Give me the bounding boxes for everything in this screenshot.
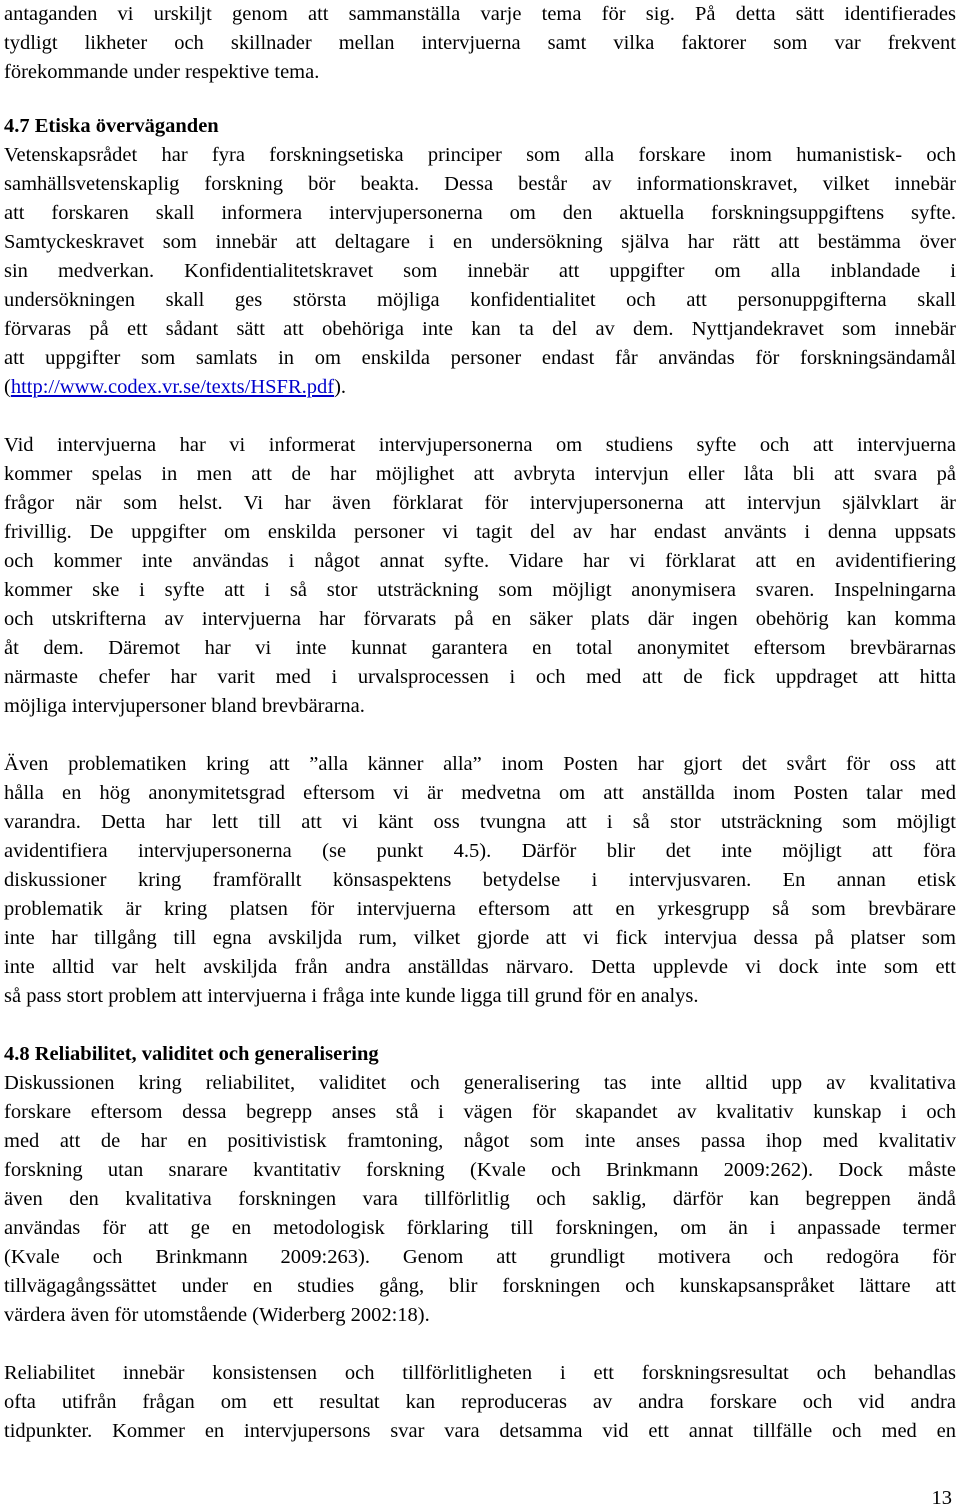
paragraph-line: inte har tillgång till egna avskiljda rum, vilket gjorde att vi fick intervjua dessa på platser som: [4, 927, 956, 949]
section-4-8-line: forskning utan snarare kvantitativ forskning (Kvale och Brinkmann 2009:262). Dock måste: [4, 1159, 956, 1181]
section-4-8-line: (Kvale och Brinkmann 2009:263). Genom att grundligt motivera och redogöra för: [4, 1246, 956, 1268]
page-number: 13: [931, 1487, 952, 1509]
section-heading-4-8: 4.8 Reliabilitet, validitet och generalisering: [4, 1043, 379, 1065]
paragraph-line: tidpunkter. Kommer en intervjupersons svar vara detsamma vid ett annat tillfälle och med en: [4, 1420, 956, 1442]
paragraph-line: Även problematiken kring att ”alla känner alla” inom Posten har gjort det svårt för oss att: [4, 753, 956, 775]
link-close-paren: ).: [334, 376, 347, 398]
paragraph-line: frivillig. De uppgifter om enskilda personer vi tagit del av har endast använts i denna uppsats: [4, 521, 956, 543]
paragraph-line: åt dem. Däremot har vi inte kunnat garantera en total anonymitet eftersom brevbärarnas: [4, 637, 956, 659]
intro-line: tydligt likheter och skillnader mellan intervjuerna samt vilka faktorer som var frekvent: [4, 32, 956, 54]
section-4-7-line: undersökningen skall ges största möjliga konfidentialitet och att personuppgifterna skall: [4, 289, 956, 311]
paragraph-line: och kommer inte användas i något annat syfte. Vidare har vi förklarat att en avidentifiering: [4, 550, 956, 572]
paragraph-line: ofta utifrån frågan om ett resultat kan reproduceras av andra forskare och vid andra: [4, 1391, 956, 1413]
paragraph-line: kommer ske i syfte att i så stor utsträckning som möjligt anonymisera svaren. Inspelningarna: [4, 579, 956, 601]
paragraph-line: hålla en hög anonymitetsgrad eftersom vi är medvetna om att anställda inom Posten talar med: [4, 782, 956, 804]
section-4-7-line: sin medverkan. Konfidentialitetskravet som innebär att uppgifter om alla inblandade i: [4, 260, 956, 282]
paragraph-line: problematik är kring platsen för intervjuerna eftersom att en yrkesgrupp så som brevbärare: [4, 898, 956, 920]
section-4-8-line: Diskussionen kring reliabilitet, validitet och generalisering tas inte alltid upp av kvalitativa: [4, 1072, 956, 1094]
paragraph-line: Reliabilitet innebär konsistensen och tillförlitligheten i ett forskningsresultat och behandlas: [4, 1362, 956, 1384]
section-4-7-line: samhällsvetenskaplig forskning bör beakta. Dessa består av informationskravet, vilket innebär: [4, 173, 956, 195]
section-4-8-line: även den kvalitativa forskningen vara tillförlitlig och saklig, därför kan begreppen ändå: [4, 1188, 956, 1210]
section-4-8-line: användas för att ge en metodologisk förklaring till forskningen, om än i anpassade termer: [4, 1217, 956, 1239]
paragraph-line: så pass stort problem att intervjuerna i fråga inte kunde ligga till grund för en analys.: [4, 985, 699, 1007]
section-4-8-line: forskare eftersom dessa begrepp anses stå i vägen för skapandet av kvalitativ kunskap i och: [4, 1101, 956, 1123]
paragraph-line: och utskrifterna av intervjuerna har förvarats på en säker plats där ingen obehörig kan komma: [4, 608, 956, 630]
section-4-7-line: Samtyckeskravet som innebär att deltagare i en undersökning själva har rätt att bestämma över: [4, 231, 956, 253]
section-4-7-line: Vetenskapsrådet har fyra forskningsetiska principer som alla forskare inom humanistisk- och: [4, 144, 956, 166]
section-4-8-line: värdera även för utomstående (Widerberg 2002:18).: [4, 1304, 430, 1326]
intro-line: förekommande under respektive tema.: [4, 61, 320, 83]
section-4-8-line: tillvägagångssättet under en studies gång, blir forskningen och kunskapsanspråket lättare att: [4, 1275, 956, 1297]
paragraph-line: möjliga intervjupersoner bland brevbärarna.: [4, 695, 365, 717]
intro-line: antaganden vi urskiljt genom att sammanställa varje tema för sig. På detta sätt identifierades: [4, 3, 956, 25]
section-4-7-link-line: [4, 373, 956, 402]
paragraph-line: avidentifiera intervjupersonerna (se punkt 4.5). Därför blir det inte möjligt att föra: [4, 840, 956, 862]
paragraph-line: varandra. Detta har lett till att vi känt oss tvungna att i så stor utsträckning som möjligt: [4, 811, 956, 833]
paragraph-line: frågor när som helst. Vi har även förklarat för intervjupersonerna att intervjun självklart är: [4, 492, 956, 514]
section-heading-4-7: 4.7 Etiska överväganden: [4, 115, 219, 137]
paragraph-line: inte alltid var helt avskiljda från andra anställdas närvaro. Detta upplevde vi dock inte som ett: [4, 956, 956, 978]
paragraph-line: närmaste chefer har varit med i urvalsprocessen i och med att de fick uppdraget att hitta: [4, 666, 956, 688]
paragraph-line: Vid intervjuerna har vi informerat intervjupersonerna om studiens syfte och att intervjuerna: [4, 434, 956, 456]
section-4-8-line: med att de har en positivistisk framtoning, något som inte anses passa ihop med kvalitativ: [4, 1130, 956, 1152]
codex-link[interactable]: http://www.codex.vr.se/texts/HSFR.pdf: [10, 376, 335, 398]
paragraph-line: kommer spelas in men att de har möjlighet att avbryta intervjun eller låta bli att svara på: [4, 463, 956, 485]
section-4-7-line: att forskaren skall informera intervjupersonerna om den aktuella forskningsuppgiftens syfte.: [4, 202, 956, 224]
section-4-7-line: förvaras på ett sådant sätt att obehöriga inte kan ta del av dem. Nyttjandekravet som innebär: [4, 318, 956, 340]
link-open-paren: (: [4, 376, 11, 398]
paragraph-line: diskussioner kring framförallt könsaspektens betydelse i intervjusvaren. En annan etisk: [4, 869, 956, 891]
section-4-7-line: att uppgifter som samlats in om enskilda personer endast får användas för forskningsändamål: [4, 347, 956, 369]
